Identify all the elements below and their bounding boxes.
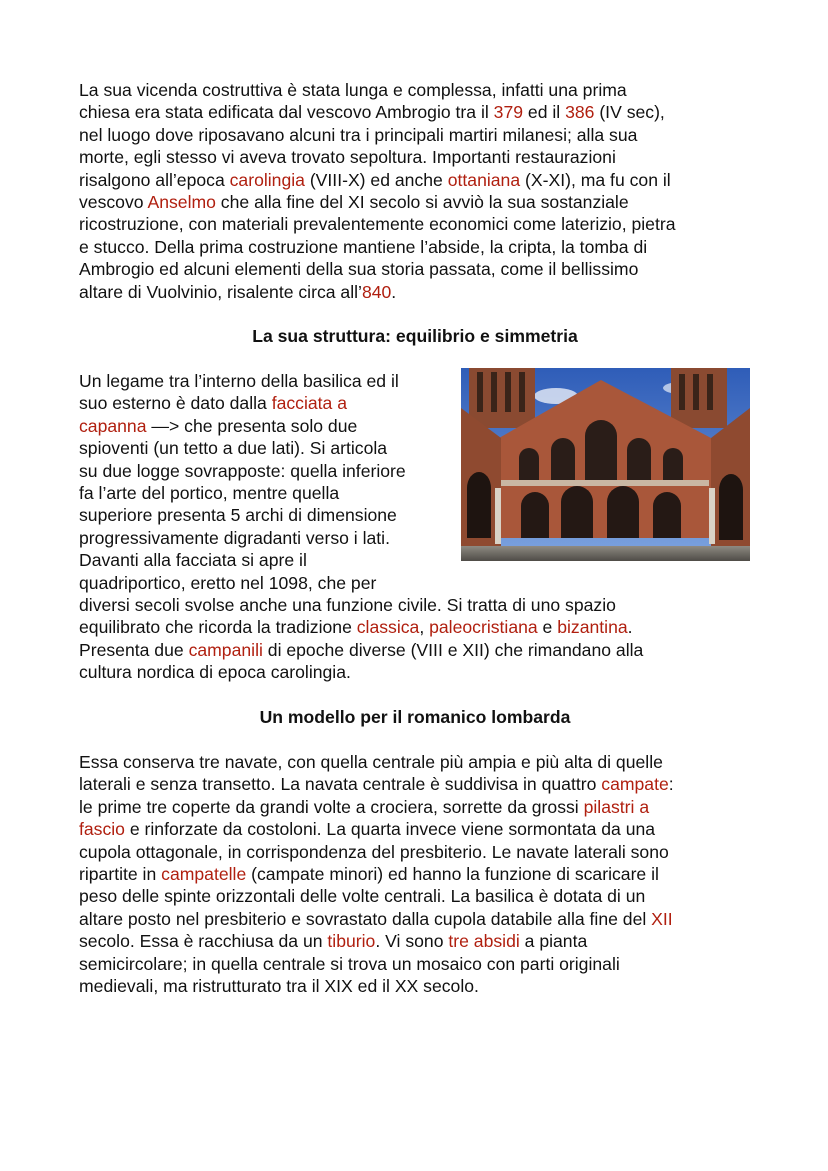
highlighted-term: capanna (79, 415, 147, 436)
text-line: le prime tre coperte da grandi volte a crociera, sorrette da grossi pilastri a (79, 796, 650, 817)
highlighted-term: campate (601, 774, 669, 795)
heading-romanesque: Un modello per il romanico lombarda (259, 707, 571, 727)
highlighted-term: campanili (188, 639, 263, 660)
text-line: spioventi (un tetto a due lati). Si articola (79, 438, 388, 459)
highlighted-term: fascio (79, 819, 125, 840)
highlighted-term: tiburio (327, 931, 376, 952)
highlighted-term: 840 (361, 281, 392, 302)
text-line: semicircolare; in quella centrale si trova un mosaico con parti originali (79, 953, 620, 974)
text-line: cupola ottagonale, in corrispondenza del presbiterio. Le navate laterali sono (79, 841, 669, 862)
text-line: superiore presenta 5 archi di dimensione (79, 505, 397, 526)
highlighted-term: XII (651, 908, 673, 929)
heading-structure: La sua struttura: equilibrio e simmetria (252, 326, 578, 346)
text-line: ricostruzione, con materiali prevalentemente economici come laterizio, pietra (79, 214, 676, 235)
text-line: e stucco. Della prima costruzione mantiene l’abside, la cripta, la tomba di (79, 236, 648, 257)
paragraph-history (79, 79, 751, 303)
text-line: Un legame tra l’interno della basilica ed il (79, 371, 399, 391)
paragraph-structure-wrapped (79, 370, 444, 594)
text-line: progressivamente digradanti verso i lati. (79, 527, 390, 548)
highlighted-term: tre absidi (448, 931, 520, 952)
text-line: Davanti alla facciata si apre il (79, 550, 307, 571)
text-line: vescovo Anselmo che alla fine del XI secolo si avviò la sua sostanziale (79, 192, 629, 213)
paragraph-structure-full (79, 594, 751, 684)
text-line: altare di Vuolvinio, risalente circa all’840. (79, 281, 397, 302)
paragraph-romanesque (79, 751, 751, 997)
highlighted-term: ottaniana (447, 169, 521, 190)
highlighted-term: 379 (493, 102, 524, 123)
highlighted-term: bizantina (557, 617, 628, 638)
text-line: Presenta due campanili di epoche diverse (VIII e XII) che rimandano alla (79, 639, 644, 660)
highlighted-term: classica (356, 617, 420, 638)
text-line: diversi secoli svolse anche una funzione civile. Si tratta di uno spazio (79, 595, 616, 616)
basilica-photo (461, 368, 750, 561)
text-line: suo esterno è dato dalla facciata a (79, 393, 348, 414)
text-line: peso delle spinte orizzontali delle volte centrali. La basilica è dotata di un (79, 886, 646, 907)
highlighted-term: paleocristiana (429, 617, 538, 638)
text-line: La sua vicenda costruttiva è stata lunga e complessa, infatti una prima (79, 80, 627, 100)
text-line: laterali e senza transetto. La navata centrale è suddivisa in quattro campate: (79, 774, 674, 795)
highlighted-term: 386 (565, 102, 595, 123)
highlighted-term: Anselmo (147, 192, 216, 213)
text-line: quadriportico, eretto nel 1098, che per (79, 572, 377, 593)
text-line: Essa conserva tre navate, con quella centrale più ampia e più alta di quelle (79, 752, 663, 772)
highlighted-term: pilastri a (583, 796, 650, 817)
text-line: ripartite in campatelle (campate minori) ed hanno la funzione di scaricare il (79, 864, 659, 885)
text-line: capanna —> che presenta solo due (79, 415, 358, 436)
text-line: risalgono all’epoca carolingia (VIII-X) ed anche ottaniana (X-XI), ma fu con il (79, 169, 671, 190)
text-line: altare posto nel presbiterio e sovrastato dalla cupola databile alla fine del XII (79, 908, 673, 929)
text-line: medievali, ma ristrutturato tra il XIX ed il XX secolo. (79, 976, 479, 997)
text-line: su due logge sovrapposte: quella inferiore (79, 460, 406, 481)
text-line: secolo. Essa è racchiusa da un tiburio. Vi sono tre absidi a pianta (79, 931, 588, 952)
text-line: fascio e rinforzate da costoloni. La quarta invece viene sormontata da una (79, 819, 656, 840)
highlighted-term: facciata a (271, 393, 348, 414)
text-line: equilibrato che ricorda la tradizione classica, paleocristiana e bizantina. (79, 617, 633, 638)
text-line: cultura nordica di epoca carolingia. (79, 662, 351, 683)
text-line: chiesa era stata edificata dal vescovo Ambrogio tra il 379 ed il 386 (IV sec), (79, 102, 665, 123)
text-line: fa l’arte del portico, mentre quella (79, 483, 340, 504)
text-line: nel luogo dove riposavano alcuni tra i principali martiri milanesi; alla sua (79, 124, 638, 145)
text-line: Ambrogio ed alcuni elementi della sua storia passata, come il bellissimo (79, 259, 639, 280)
highlighted-term: campatelle (161, 864, 247, 885)
text-line: morte, egli stesso vi aveva trovato sepoltura. Importanti restaurazioni (79, 147, 616, 168)
highlighted-term: carolingia (229, 169, 305, 190)
